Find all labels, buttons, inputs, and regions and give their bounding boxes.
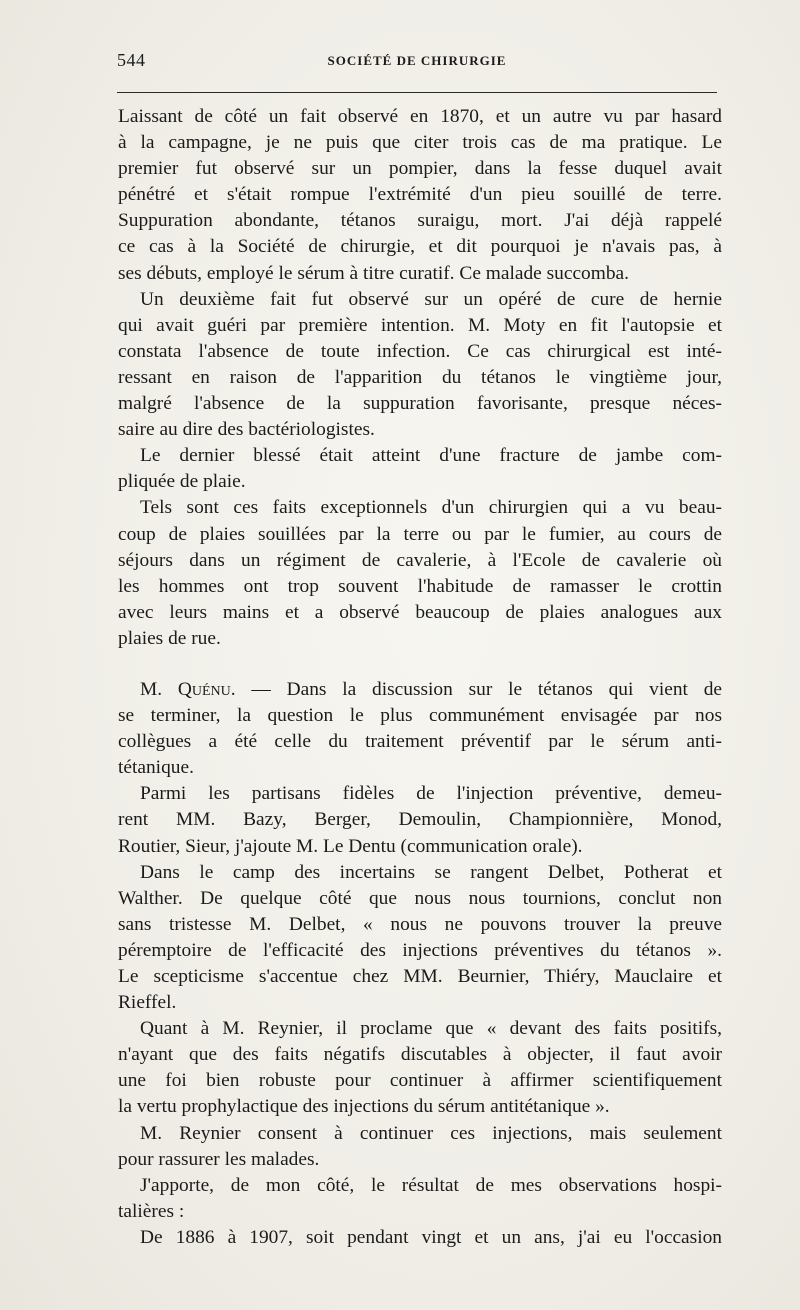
text-line: coup de plaies souillées par la terre ou par le fumier, au cours de bbox=[118, 523, 722, 545]
text-line: ce cas à la Société de chirurgie, et dit pourquoi je n'avais pas, à bbox=[118, 236, 722, 258]
body-text bbox=[118, 104, 722, 1251]
text-line: la vertu prophylactique des injections du sérum antitétanique ». bbox=[118, 1096, 610, 1118]
text-line: Tels sont ces faits exceptionnels d'un chirurgien qui a vu beau- bbox=[140, 497, 722, 519]
text-line: pénétré et s'était rompue l'extrémité d'un pieu souillé de terre. bbox=[118, 184, 722, 206]
text-line: péremptoire de l'efficacité des injections préventives du tétanos ». bbox=[118, 939, 722, 961]
text-line: sans tristesse M. Delbet, « nous ne pouvons trouver la preuve bbox=[118, 913, 722, 935]
text-line: Le dernier blessé était atteint d'une fracture de jambe com- bbox=[140, 445, 722, 467]
text-line: ressant en raison de l'apparition du tétanos le vingtième jour, bbox=[118, 366, 722, 388]
speaker-line-text: — Dans la discussion sur le tétanos qui vient de bbox=[235, 678, 723, 700]
header-rule bbox=[117, 92, 717, 93]
paragraph bbox=[118, 1173, 722, 1225]
text-line: Un deuxième fait fut observé sur un opéré de cure de hernie bbox=[140, 288, 722, 310]
paragraph bbox=[118, 443, 722, 495]
paragraph bbox=[118, 104, 722, 287]
paragraph bbox=[118, 1016, 722, 1120]
text-line: J'apporte, de mon côté, le résultat de mes observations hospi- bbox=[140, 1174, 722, 1196]
text-line: Routier, Sieur, j'ajoute M. Le Dentu (communication orale). bbox=[118, 835, 583, 857]
section-gap bbox=[118, 652, 722, 677]
paragraph bbox=[118, 781, 722, 859]
speaker-name: M. Quénu. bbox=[140, 678, 236, 700]
text-line: Parmi les partisans fidèles de l'injection préventive, demeu- bbox=[140, 783, 722, 805]
text-line: collègues a été celle du traitement préventif par le sérum anti- bbox=[118, 731, 722, 753]
text-line: Walther. De quelque côté que nous nous tournions, conclut non bbox=[118, 887, 722, 909]
text-line: ses débuts, employé le sérum à titre curatif. Ce malade succomba. bbox=[118, 262, 629, 284]
text-line: Quant à M. Reynier, il proclame que « devant des faits positifs, bbox=[140, 1018, 722, 1040]
text-line: malgré l'absence de la suppuration favorisante, presque néces- bbox=[118, 393, 722, 415]
page-header bbox=[117, 50, 717, 76]
paragraph bbox=[118, 1121, 722, 1173]
paragraph bbox=[118, 287, 722, 444]
text-line: talières : bbox=[118, 1200, 185, 1222]
paragraph bbox=[118, 677, 722, 781]
text-line: pliquée de plaie. bbox=[118, 471, 246, 493]
text-line: pour rassurer les malades. bbox=[118, 1148, 320, 1170]
text-line: De 1886 à 1907, soit pendant vingt et un ans, j'ai eu l'occasion bbox=[140, 1226, 722, 1248]
text-line: se terminer, la question le plus communément envisagée par nos bbox=[118, 705, 722, 727]
text-line: constata l'absence de toute infection. Ce cas chirurgical est inté- bbox=[118, 340, 722, 362]
text-line: Suppuration abondante, tétanos suraigu, mort. J'ai déjà rappelé bbox=[118, 210, 722, 232]
paragraph bbox=[118, 1225, 722, 1251]
paragraph bbox=[118, 860, 722, 1017]
text-line: Rieffel. bbox=[118, 992, 177, 1014]
text-line: Laissant de côté un fait observé en 1870, et un autre vu par hasard bbox=[118, 106, 722, 127]
text-line bbox=[118, 677, 722, 703]
text-line: n'ayant que des faits négatifs discutables à objecter, il faut avoir bbox=[118, 1044, 722, 1066]
paragraph bbox=[118, 495, 722, 652]
text-line: M. Reynier consent à continuer ces injections, mais seulement bbox=[140, 1122, 722, 1144]
text-line: les hommes ont trop souvent l'habitude de ramasser le crottin bbox=[118, 575, 722, 597]
text-line: séjours dans un régiment de cavalerie, à l'Ecole de cavalerie où bbox=[118, 549, 722, 571]
text-line: qui avait guéri par première intention. M. Moty en fit l'autopsie et bbox=[118, 314, 722, 336]
text-line: une foi bien robuste pour continuer à affirmer scientifiquement bbox=[118, 1070, 722, 1092]
text-line: tétanique. bbox=[118, 757, 194, 779]
text-line: plaies de rue. bbox=[118, 627, 221, 649]
text-line: avec leurs mains et a observé beaucoup de plaies analogues aux bbox=[118, 601, 722, 623]
text-line: rent MM. Bazy, Berger, Demoulin, Championnière, Monod, bbox=[118, 809, 722, 831]
text-line: saire au dire des bactériologistes. bbox=[118, 419, 375, 441]
text-line: à la campagne, je ne puis que citer trois cas de ma pratique. Le bbox=[118, 132, 722, 154]
page-number: 544 bbox=[117, 50, 146, 70]
text-line: Dans le camp des incertains se rangent Delbet, Potherat et bbox=[140, 861, 722, 883]
text-line: premier fut observé sur un pompier, dans la fesse duquel avait bbox=[118, 158, 722, 180]
text-line: Le scepticisme s'accentue chez MM. Beurnier, Thiéry, Mauclaire et bbox=[118, 966, 722, 987]
running-title: SOCIÉTÉ DE CHIRURGIE bbox=[327, 53, 507, 68]
